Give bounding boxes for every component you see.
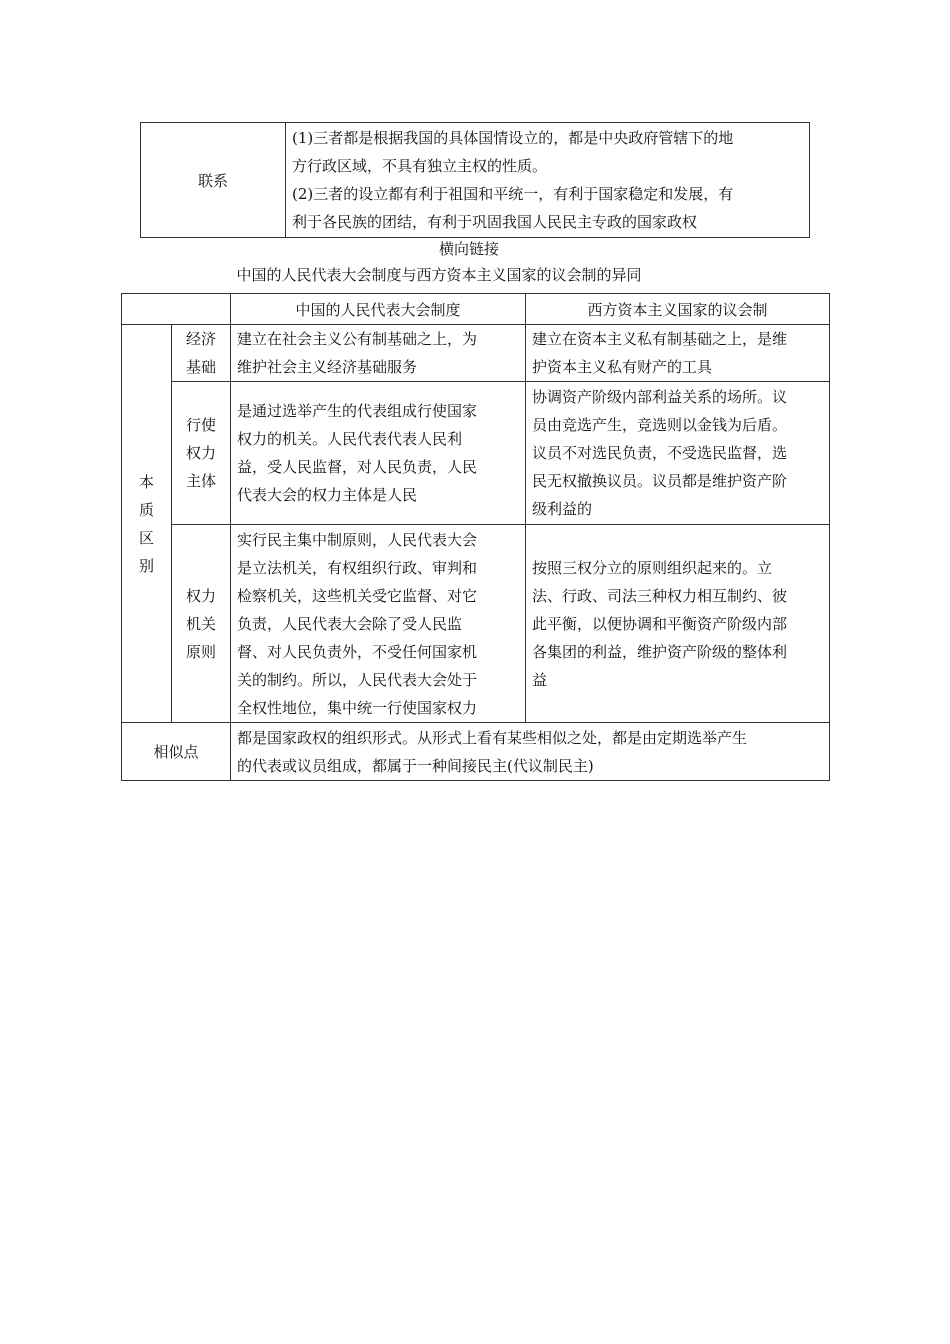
- row-label-economic-basis: 经济 基础: [185, 330, 216, 376]
- header-row: [122, 294, 830, 325]
- china-power-subject: 是通过选举产生的代表组成行使国家 权力的机关。人民代表代表人民利 益，受人民监督，对人民负责，人民 代表大会的权力主体是人民: [237, 402, 478, 504]
- west-cell: [526, 325, 830, 382]
- relation-content: (1)三者都是根据我国的具体国情设立的，都是中央政府管辖下的地 方行政区域，不具有独立主权的性质。 (2)三者的设立都有利于祖国和平统一，有利于国家稳定和发展，有 利于各民族的团结，有利于巩固我国人民民主专政的国家政权: [292, 129, 734, 231]
- similar-label-cell: [122, 723, 231, 781]
- header-empty-cell: [122, 294, 231, 325]
- group-label-cell: [122, 325, 172, 723]
- china-cell: [231, 325, 526, 382]
- relation-content-cell: [286, 123, 810, 238]
- china-economic-basis: 建立在社会主义公有制基础之上，为 维护社会主义经济基础服务: [237, 330, 478, 376]
- row-label-cell: [172, 525, 231, 723]
- relation-row: [141, 123, 810, 238]
- comparison-title: 中国的人民代表大会制度与西方资本主义国家的议会制的异同: [236, 266, 642, 284]
- row-label-power-subject: 行使 权力 主体: [185, 416, 216, 490]
- header-china: 中国的人民代表大会制度: [295, 300, 461, 319]
- header-west-cell: [526, 294, 830, 325]
- west-cell: [526, 382, 830, 525]
- section-heading: 横向链接: [438, 240, 499, 258]
- similar-row: [122, 723, 830, 781]
- relation-table: [140, 122, 810, 238]
- west-organ-principle: 按照三权分立的原则组织起来的。立 法、行政、司法三种权力相互制约、彼 此平衡，以便协调和平衡资产阶级内部 各集团的利益，维护资产阶级的整体利 益: [532, 558, 788, 689]
- header-west: 西方资本主义国家的议会制: [587, 300, 768, 319]
- row-label-organ-principle: 权力 机关 原则: [185, 586, 216, 661]
- west-economic-basis: 建立在资本主义私有制基础之上，是维 护资本主义私有财产的工具: [532, 330, 788, 376]
- relation-label: 联系: [197, 171, 228, 190]
- relation-label-cell: [141, 123, 286, 238]
- similar-content-cell: [231, 723, 830, 781]
- comparison-table: [121, 293, 830, 781]
- china-cell: [231, 382, 526, 525]
- china-cell: [231, 525, 526, 723]
- similar-label: 相似点: [153, 743, 199, 761]
- header-china-cell: [231, 294, 526, 325]
- row-label-cell: [172, 382, 231, 525]
- group-label: 本 质 区 别: [138, 472, 154, 575]
- west-cell: [526, 525, 830, 723]
- table-row: [122, 325, 830, 382]
- west-power-subject: 协调资产阶级内部利益关系的场所。议 员由竞选产生，竞选则以金钱为后盾。 议员不对选民负责，不受选民监督，选 民无权撤换议员。议员都是维护资产阶 级利益的: [532, 388, 788, 518]
- table-row: [122, 525, 830, 723]
- table-row: [122, 382, 830, 525]
- row-label-cell: [172, 325, 231, 382]
- china-organ-principle: 实行民主集中制原则，人民代表大会 是立法机关，有权组织行政、审判和 检察机关，这些机关受它监督、对它 负责，人民代表大会除了受人民监 督、对人民负责外，不受任何国家机 关的制约。所以，人民代表大会处于 全权性地位，集中统一行使国家权力: [237, 530, 478, 717]
- similar-content: 都是国家政权的组织形式。从形式上看有某些相似之处，都是由定期选举产生 的代表或议员组成，都属于一种间接民主(代议制民主): [237, 728, 748, 775]
